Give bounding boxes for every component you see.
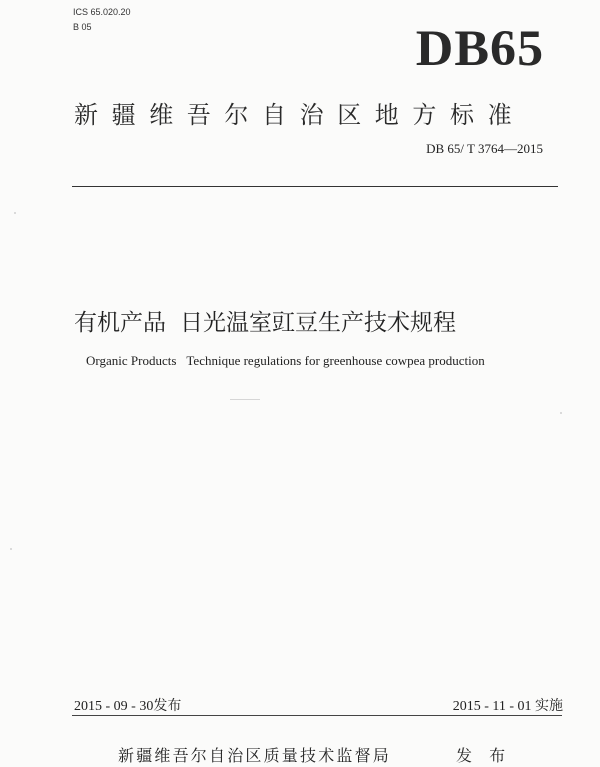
- issue-date-value: 2015 - 09 - 30: [74, 699, 154, 714]
- standard-number: DB 65/ T 3764—2015: [426, 141, 543, 156]
- english-title-part1: Organic Products: [86, 353, 177, 368]
- publish-label: 发 布: [456, 746, 512, 765]
- issue-label: 发布: [153, 698, 182, 714]
- scan-speck: [10, 548, 12, 550]
- scan-artifact: [230, 399, 260, 400]
- chinese-title: [74, 304, 456, 337]
- db-mark: DB65: [415, 21, 545, 77]
- chinese-title-part1: 有机产品: [74, 310, 166, 336]
- issue-date: [74, 695, 181, 715]
- authority-heading: 新疆维吾尔自治区地方标准: [74, 101, 526, 129]
- chinese-title-part2: 日光温室豇豆生产技术规程: [180, 310, 456, 336]
- english-title-part2: Technique regulations for greenhouse cowpea production: [186, 353, 485, 368]
- english-title: [86, 353, 485, 369]
- implementation-date: [453, 695, 563, 715]
- scan-speck: [560, 412, 562, 414]
- classification-code: B 05: [73, 22, 92, 32]
- implementation-date-value: 2015 - 11 - 01: [452, 699, 532, 714]
- header-divider: [72, 186, 558, 187]
- issuing-authority: 新疆维吾尔自治区质量技术监督局: [118, 746, 392, 765]
- footer-divider: [72, 715, 562, 716]
- implementation-label: 实施: [535, 698, 563, 714]
- scan-speck: [14, 212, 16, 214]
- ics-code: ICS 65.020.20: [73, 7, 131, 17]
